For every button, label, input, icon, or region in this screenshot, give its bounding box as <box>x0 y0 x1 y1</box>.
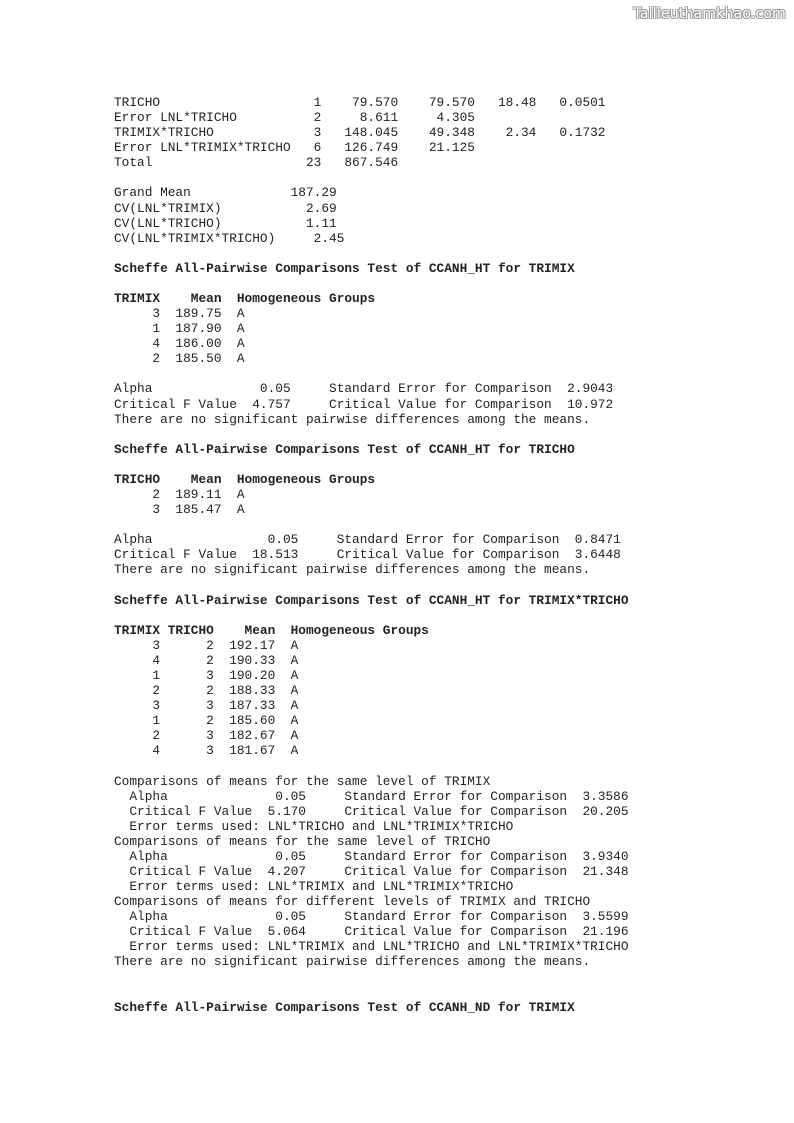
text-line: Critical F Value 18.513 Critical Value for Comparison 3.6448 <box>114 547 621 563</box>
blank-line <box>114 985 629 1000</box>
blank-line <box>114 970 629 985</box>
text-line: 2 3 182.67 A <box>114 728 299 744</box>
text-line: CV(LNL*TRICHO) 1.11 <box>114 215 337 231</box>
text-line: Comparisons of means for the same level of TRIMIX <box>114 773 491 789</box>
text-line: TRIMIX*TRICHO 3 148.045 49.348 2.34 0.1732 <box>114 125 606 141</box>
text-line: Alpha 0.05 Standard Error for Comparison 2.9043 <box>114 381 614 397</box>
text-line: Comparisons of means for the same level of TRICHO <box>114 833 491 849</box>
text-line: Alpha 0.05 Standard Error for Comparison 3.3586 <box>114 788 629 804</box>
section-heading: TRICHO Mean Homogeneous Groups <box>114 471 376 487</box>
blank-line <box>114 366 629 381</box>
text-line: 1 3 190.20 A <box>114 667 299 683</box>
text-line: 3 2 192.17 A <box>114 637 299 653</box>
text-line: There are no significant pairwise differences among the means. <box>114 411 591 427</box>
text-line: 2 185.50 A <box>114 351 245 367</box>
watermark-logo: Tailieuthamkhao.com <box>633 6 786 22</box>
text-line: 2 189.11 A <box>114 487 245 503</box>
text-line: 4 2 190.33 A <box>114 652 299 668</box>
text-line: Error terms used: LNL*TRICHO and LNL*TRIMIX*TRICHO <box>114 818 514 834</box>
blank-line <box>114 170 629 185</box>
text-line: 3 189.75 A <box>114 306 245 322</box>
blank-line <box>114 608 629 623</box>
blank-line <box>114 758 629 773</box>
statistics-output <box>114 95 629 1015</box>
text-line: Critical F Value 5.170 Critical Value for Comparison 20.205 <box>114 803 629 819</box>
text-line: Critical F Value 4.207 Critical Value for Comparison 21.348 <box>114 863 629 879</box>
text-line: 1 187.90 A <box>114 321 245 337</box>
text-line: Error terms used: LNL*TRIMIX and LNL*TRICHO and LNL*TRIMIX*TRICHO <box>114 939 629 955</box>
text-line: 1 2 185.60 A <box>114 713 299 729</box>
section-heading: Scheffe All-Pairwise Comparisons Test of CCANH_HT for TRIMIX <box>114 260 575 276</box>
text-line: There are no significant pairwise differences among the means. <box>114 954 591 970</box>
text-line: 3 185.47 A <box>114 502 245 518</box>
text-line: CV(LNL*TRIMIX) 2.69 <box>114 200 337 216</box>
text-line: 4 3 181.67 A <box>114 743 299 759</box>
section-heading: Scheffe All-Pairwise Comparisons Test of CCANH_HT for TRICHO <box>114 441 575 457</box>
blank-line <box>114 276 629 291</box>
blank-line <box>114 427 629 442</box>
section-heading: Scheffe All-Pairwise Comparisons Test of CCANH_ND for TRIMIX <box>114 999 575 1015</box>
text-line: TRICHO 1 79.570 79.570 18.48 0.0501 <box>114 95 606 110</box>
text-line: Error terms used: LNL*TRIMIX and LNL*TRIMIX*TRICHO <box>114 879 514 895</box>
text-line: Grand Mean 187.29 <box>114 185 337 201</box>
text-line: Critical F Value 4.757 Critical Value for Comparison 10.972 <box>114 396 614 412</box>
blank-line <box>114 517 629 532</box>
text-line: Comparisons of means for different levels of TRIMIX and TRICHO <box>114 894 591 910</box>
text-line: 4 186.00 A <box>114 336 245 352</box>
text-line: Error LNL*TRICHO 2 8.611 4.305 <box>114 110 475 126</box>
text-line: 2 2 188.33 A <box>114 683 299 699</box>
blank-line <box>114 246 629 261</box>
blank-line <box>114 457 629 472</box>
section-heading: TRIMIX TRICHO Mean Homogeneous Groups <box>114 622 429 638</box>
blank-line <box>114 578 629 593</box>
text-line: Alpha 0.05 Standard Error for Comparison 3.5599 <box>114 909 629 925</box>
text-line: CV(LNL*TRIMIX*TRICHO) 2.45 <box>114 230 345 246</box>
text-line: Error LNL*TRIMIX*TRICHO 6 126.749 21.125 <box>114 140 475 156</box>
text-line: Critical F Value 5.064 Critical Value for Comparison 21.196 <box>114 924 629 940</box>
text-line: Alpha 0.05 Standard Error for Comparison 3.9340 <box>114 848 629 864</box>
text-line: Total 23 867.546 <box>114 155 399 171</box>
text-line: There are no significant pairwise differences among the means. <box>114 562 591 578</box>
text-line: Alpha 0.05 Standard Error for Comparison 0.8471 <box>114 532 621 548</box>
section-heading: Scheffe All-Pairwise Comparisons Test of CCANH_HT for TRIMIX*TRICHO <box>114 592 629 608</box>
section-heading: TRIMIX Mean Homogeneous Groups <box>114 291 376 307</box>
text-line: 3 3 187.33 A <box>114 698 299 714</box>
